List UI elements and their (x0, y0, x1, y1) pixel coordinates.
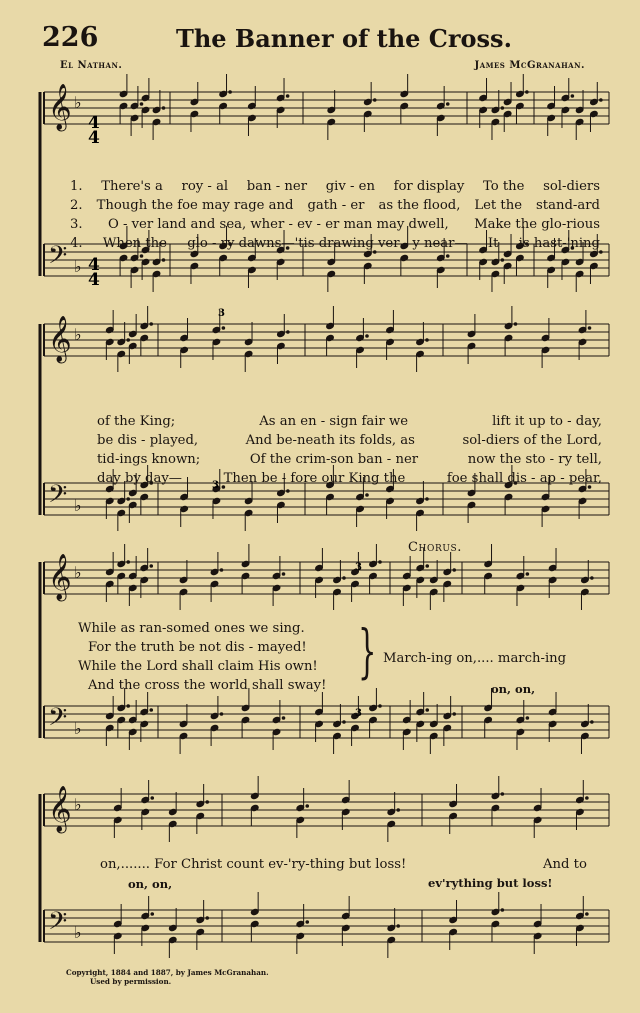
dot (206, 917, 209, 920)
verse-3-line-2: tid-ings known; Of the crim-son ban - ner now the sto - ry tell, (97, 452, 602, 467)
dot (501, 793, 504, 796)
treble-clef-icon: 𝄞 (48, 786, 72, 832)
dot (282, 573, 285, 576)
chorus-label: Chorus. (408, 540, 463, 555)
dot (501, 909, 504, 912)
dot (140, 103, 143, 106)
dot (586, 797, 589, 800)
flat-icon: ♭ (74, 257, 82, 276)
dot (206, 801, 209, 804)
alto-line-2b: ev'rything but loss! (428, 876, 553, 890)
dot (306, 805, 309, 808)
verse-brace: } (358, 617, 377, 685)
dot (514, 323, 517, 326)
verse-4-line-3: And the cross the world shall sway! (88, 678, 327, 693)
dot (453, 569, 456, 572)
dot (162, 107, 165, 110)
copyright-notice: Copyright, 1884 and 1887, by James McGranahan. Used by permission. (66, 968, 269, 986)
verse-1-line-1: 1. There's a roy - al ban - ner giv - en for display To the sol-diers (70, 179, 600, 194)
dot (127, 705, 130, 708)
treble-clef-icon: 𝄞 (48, 554, 72, 600)
dot (366, 335, 369, 338)
dot (151, 797, 154, 800)
treble-clef-icon: 𝄞 (48, 316, 72, 362)
dot (229, 91, 232, 94)
dot (306, 921, 309, 924)
dot (588, 327, 591, 330)
triplet-mark-2: 3 (212, 480, 219, 491)
bass-clef-icon: 𝄢 (48, 703, 68, 738)
chorus-line-1: March-ing on,.... march-ing (383, 651, 567, 666)
dot (373, 99, 376, 102)
flat-icon: ♭ (74, 93, 82, 112)
hymn-number: 226 (42, 22, 99, 53)
dot (286, 95, 289, 98)
dot (453, 713, 456, 716)
dot (282, 717, 285, 720)
dot (150, 565, 153, 568)
words-by-credit: El Nathan. (60, 60, 123, 71)
music-by-credit: James McGranahan. (474, 60, 585, 71)
dot (220, 569, 223, 572)
verse-3-line-1: 3. O - ver land and sea, wher - ev - er man may dwell, Make the glo-rious (70, 217, 600, 232)
dot (343, 721, 346, 724)
dot (379, 705, 382, 708)
dot (343, 577, 346, 580)
flat-icon: ♭ (74, 719, 82, 738)
triplet-mark-4: 3 (355, 708, 362, 719)
triplet-mark-3: 3 (355, 562, 362, 573)
chorus-line-2-end: And to (543, 857, 587, 872)
verse-3-line-3: While the Lord shall claim His own! (78, 659, 318, 674)
dot (526, 717, 529, 720)
dot (526, 573, 529, 576)
dot (501, 107, 504, 110)
verse-4-line-1: 4. When the glo - ry dawns—'tis drawing ver - y near— It is hast-'ning (70, 236, 600, 251)
verse-4-line-2: day by day— Then be - fore our King the foe shall dis - ap - pear, (97, 471, 602, 486)
dot (586, 913, 589, 916)
time-sig-top-1: 4 (88, 113, 100, 133)
dot (591, 721, 594, 724)
dot (127, 561, 130, 564)
verse-1-line-3: While as ran-somed ones we sing. (78, 621, 305, 636)
dot (150, 323, 153, 326)
dot (379, 561, 382, 564)
bass-clef-icon: 𝄢 (48, 241, 68, 276)
flat-icon: ♭ (74, 795, 82, 814)
alto-line-1: on, on, (491, 682, 536, 696)
treble-clef-icon: 𝄞 (48, 84, 72, 130)
hymn-title: The Banner of the Cross. (176, 24, 512, 53)
bass-clef-icon: 𝄢 (48, 907, 68, 942)
dot (127, 339, 130, 342)
time-sig-bottom-2: 4 (88, 270, 100, 290)
verse-1-line-2: of the King; As an en - sign fair we lift it up to - day, (97, 414, 602, 429)
flat-icon: ♭ (74, 496, 82, 515)
verse-2-line-1: 2. Though the foe may rage and gath - er as the flood, Let the stand-ard (70, 198, 600, 213)
dot (426, 709, 429, 712)
dot (397, 925, 400, 928)
time-sig-bottom-1: 4 (88, 128, 100, 148)
alto-line-2a: on, on, (128, 877, 173, 891)
dot (426, 565, 429, 568)
verse-2-line-2: be dis - played, And be-neath its folds, as sol-diers of the Lord, (97, 433, 602, 448)
dot (591, 577, 594, 580)
verse-2-line-3: For the truth be not dis - mayed! (88, 640, 307, 655)
time-sig-top-2: 4 (88, 255, 100, 275)
bass-clef-icon: 𝄢 (48, 480, 68, 515)
dot (397, 809, 400, 812)
dot (426, 339, 429, 342)
dot (287, 331, 290, 334)
triplet-mark-1: 3 (218, 308, 225, 319)
dot (600, 99, 603, 102)
dot (151, 913, 154, 916)
dot (526, 91, 529, 94)
dot (150, 709, 153, 712)
dot (220, 713, 223, 716)
dot (571, 95, 574, 98)
flat-icon: ♭ (74, 923, 82, 942)
flat-icon: ♭ (74, 325, 82, 344)
dot (222, 327, 225, 330)
flat-icon: ♭ (74, 563, 82, 582)
dot (446, 103, 449, 106)
chorus-line-2: on,....... For Christ count ev-'ry-thing but loss! (100, 857, 407, 872)
